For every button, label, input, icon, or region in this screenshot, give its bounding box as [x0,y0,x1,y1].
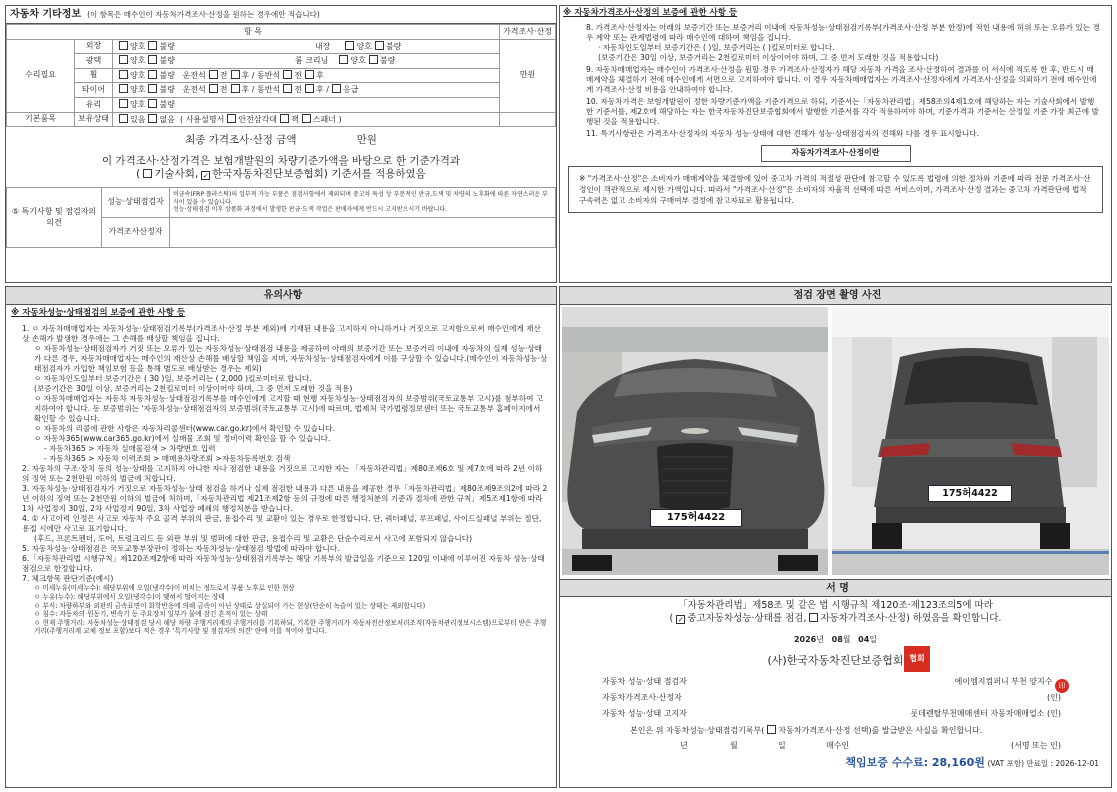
fee-line: 책임보증 수수료: 28,160원 (VAT 포함) 만료일 : 2026-12-01 [845,756,1099,769]
exterior-row: 양호 불량 내장 양호 불량 [113,39,500,54]
association-name: (사)한국자동차진단보증협회 [767,654,904,667]
price-inspector-opinion[interactable] [170,218,556,248]
front-car-photo [562,307,828,575]
notes-list: 1. ㅇ 자동차매매업자는 자동차성능·상태점검기록부(가격조사·산정 부분 제외)에 기재된 내용을 고지하지 아니하거나 거짓으로 고지함으로써 매수인에게 재산상 손해가 발생한 경우에는 그 손해를 배상할 책임을 집니다. ㅇ 자동차성능·상태점검자가 거짓 또는 오류가 있는 자동차성능·상태점검 내용을 제공하여 아래의 보증기간 또는 보증거리 이내에 자동차의 실제 성능·상태가 다른 경우, 자동차매매업자는 매수인의 재산상 손해를 배상할 책임을 지며, 자동차성능·상태점검자에게 이를 구상할 수 있습니다.(매수인이 자동차성능·상태점검자가 가입한 책임보험 등을 통해 별도로 배상받는 경우는 제외) ㅇ 자동차인도일부터 보증기간은 ( 30 )일, 보증거리는 ( 2,000 )킬로미터로 합니다. (보증기간은 30일 이상, 보증거리는 2천킬로미터 이상이어야 하며, 그 중 먼저 도래한 것을 적용) ㅇ 자동차매매업자는 자동차 자동차성능·상태점검기록부를 매수인에게 고지할 때 현행 자동차성능·상태점검자의 보증범위(국토교통부 고시)를 첨부하여 고지하여야 합니다. 동 보증범위는 '자동차성능·상태점검자의 보증범위(국토교통부 고시)에 따르며, 법제처 국가법령정보센터 또는 국토교통부 홈페이지에서 확인할 수 있습니다. ㅇ 자동차의 리콜에 관한 사항은 자동차리콜센터(www.car.go.kr)에서 확인할 수 있습니다. ㅇ 자동차365(www.car365.go.kr)에서 실매물 조회 및 정비이력 확인을 할 수 있습니다. - 자동차365 > 자동차 실매물검색 > 차량번호 입력 - 자동차365 > 자동차 이력조회 > 매매용차량조회 >자동차등록번호 검색 2. 자동차의 구조·장치 등의 성능·상태를 고지하지 아니한 자나 점검한 내용을 거짓으로 고지한 자는 「자동차관리법」제80조제6호 및 제7호에 따라 2년 이하의 징역 또는 2천만원 이하의 벌금에 처합니다. 3. 자동차성능·상태점검자가 거짓으로 자동차성능·상태 점검을 하거나 실제 점검한 내용과 다른 내용을 제공한 경우「자동차관리법」제80조제9조의2에 따라 2년 이하의 징역 또는 2천만원 이하의 벌금에 처하며,「자동차관리법 제21조제2항 등의 규정에 따른 행정처분의 기준과 절차에 관한 규칙」제5조제1항에 따라 1차 사업정지 30일, 2차 사업정지 90일, 3차 사업장 폐쇄의 행정처분을 받습니다. 4. ① 사고이력 인정은 사고로 자동차 주요 골격 부위의 판금, 용접수리 및 교환이 있는 경우로 한정합니다. 단, 쿼터패널, 루프패널, 사이드실패널 부위는 절단, 용접 시에만 사고로 표기합니다. (후드, 프론트펜더, 도어, 트렁크리드 등 외판 부위 및 범퍼에 대한 판금, 용접수리 및 교환은 단순수리로서 사고에 포함되지 않습니다) 5. 자동차성능·상태점검은 국토교통부장관이 정하는 자동차성능·상태점검 방법에 따라야 합니다. 6.「자동차관리법 시행규칙」제120조제2항에 따라 자동차성능·상태점검기록부는 해당 기록부의 발급일을 기준으로 120일 이내에 이루어진 자동차 성능·상태점검으로 한정합니다. 7. 체크항목 판단기준(예시) ㅇ 미세누유(미세누수): 해당부위에 오일(냉각수)이 비치는 정도로서 부품 노후로 인한 현상 ㅇ 누유(누수): 해당부위에서 오일(냉각수)이 맺혀서 떨어지는 상태 ㅇ 부식: 차량하부와 외판의 금속표면이 화학반응에 의해 금속이 아닌 상태로 상실되어 가는 현상(단순히 녹슬어 있는 상태는 제외합니다) ㅇ 침수: 자동차의 원동기, 변속기 등 주요장치 일부가 물에 잠긴 흔적이 있는 상태 ㅇ 현재 주행거리: 자동차성능·상태점검 당시 해당 차량 주행거리계의 주행거리를 기록하되, 기록한 주행거리가 자동차전산정보처리조직(자동차관리정보시스템)으로부터 받은 주행거리(주행거리계 교체 정보 포함)보다 적은 경우 '특기사항 및 점검자의 의견' 란에 이를 적어야 합니다. [22,324,548,636]
performance-inspector-name: 에이엠지컴퍼니 부천 양지수 印 [955,677,1069,693]
checkbox[interactable] [767,725,776,734]
price-definition-box: ※ "가격조사·산정"은 소비자가 매매계약을 체결함에 있어 중고차 가격의 적절성 판단에 참고할 수 있도록 법령에 의한 절차와 기준에 따라 전문 가격조사·산정인이 객관적으로 제시한 가액입니다. 따라서 "가격조사·산정"은 소비자의 자율적 선택에 따른 서비스이며, 가격조사·산정 결과는 중고차 가격판단에 법적 구속력은 없고 소비자의 구매여부 결정에 참고자료로 활용됩니다. [568,166,1103,213]
checkbox[interactable] [280,114,289,123]
glass-row: 양호 불량 [113,97,500,112]
checkbox[interactable] [231,70,240,79]
basis-line-2: ( 기술사회, ✓ 한국자동차진단보증협회) 기준서를 적용하였음 [136,168,426,181]
rear-car-photo [832,307,1109,575]
section-title: 자동차 기타정보 (이 항목은 매수인이 자동차가격조사·산정을 원하는 경우에만 적습니다) [6,6,556,24]
checkbox[interactable] [339,55,348,64]
checkbox-tech-society[interactable] [143,169,152,178]
special-notes-label: ⑤ 특기사항 및 점검자의 의견 [7,188,102,248]
basis-line-1: 이 가격조사·산정가격은 보험개발원의 차량기준가액을 바탕으로 한 기준가격과 [101,154,461,167]
checkbox[interactable] [305,84,314,93]
checkbox[interactable] [305,70,314,79]
association-stamp: 협회 [904,646,930,672]
checkbox-price[interactable] [809,613,818,622]
checkbox[interactable] [119,55,128,64]
checkbox[interactable] [283,84,292,93]
box-title: 자동차가격조사·산정이란 [761,145,911,161]
notes-section: 유의사항 ※ 자동차성능·상태점검의 보증에 관한 사항 등 1. ㅇ 자동차매매업자는 자동차성능·상태점검기록부(가격조사·산정 부분 제외)에 기재된 내용을 고지하지 아니하거나 거짓으로 고지함으로써 매수인에게 재산상 손해가 발생한 경우에는 그 손해를 배상할 책임을 집니다. ㅇ 자동차성능·상태점검자가 거짓 또는 오류가 있는 자동차성능·상태점검 내용을 제공하여 아래의 보증기간 또는 보증거리 이내에 자동차의 실제 성능·상태가 다른 경우, 자동차매매업자는 매수인의 재산상 손해를 배상할 책임을 지며, 자동차성능·상태점검자에게 이를 구상할 수 있습니다.(매수인이 자동차성능·상태점검자가 가입한 책임보험 등을 통해 별도로 배상받는 경우는 제외) ㅇ 자동차인도일부터 보증기간은 ( 30 )일, 보증거리는 ( 2,000 )킬로미터로 합니다. (보증기간은 30일 이상, 보증거리는 2천킬로미터 이상이어야 하며, 그 중 먼저 도래한 것을 적용) ㅇ 자동차매매업자는 자동차 자동차성능·상태점검기록부를 매수인에게 고지할 때 현행 자동차성능·상태점검자의 보증범위(국토교통부 고시)를 첨부하여 고지하여야 합니다. 동 보증범위는 '자동차성능·상태점검자의 보증범위(국토교통부 고시)에 따르며, 법제처 국가법령정보센터 또는 국토교통부 홈페이지에서 확인할 수 있습니다. ㅇ 자동차의 리콜에 관한 사항은 자동차리콜센터(www.car.go.kr)에서 확인할 수 있습니다. ㅇ 자동차365(www.car365.go.kr)에서 실매물 조회 및 정비이력 확인을 할 수 있습니다. - 자동차365 > 자동차 실매물검색 > 차량번호 입력 - 자동차365 > 자동차 이력조회 > 매매용차량조회 >자동차등록번호 검색 2. 자동차의 구조·장치 등의 성능·상태를 고지하지 아니한 자나 점검한 내용을 거짓으로 고지한 자는 「자동차관리법」제80조제6호 및 제7호에 따라 2년 이하의 징역 또는 2천만원 이하의 벌금에 처합니다. 3. 자동차성능·상태점검자가 거짓으로 자동차성능·상태 점검을 하거나 실제 점검한 내용과 다른 내용을 제공한 경우「자동차관리법」제80조제9조의2에 따라 2년 이하의 징역 또는 2천만원 이하의 벌금에 처하며,「자동차관리법 제21조제2항 등의 규정에 따른 행정처분의 기준과 절차에 관한 규칙」제5조제1항에 따라 1차 사업정지 30일, 2차 사업정지 90일, 3차 사업장 폐쇄의 행정처분을 받습니다. 4. ① 사고이력 인정은 사고로 자동차 주요 골격 부위의 판금, 용접수리 및 교환이 있는 경우로 한정합니다. 단, 쿼터패널, 루프패널, 사이드실패널 부위는 절단, 용접 시에만 사고로 표기합니다. (후드, 프론트펜더, 도어, 트렁크리드 등 외판 부위 및 범퍼에 대한 판금, 용접수리 및 교환은 단순수리로서 사고에 포함되지 않습니다) 5. 자동차성능·상태점검은 국토교통부장관이 정하는 자동차성능·상태점검 방법에 따라야 합니다. 6.「자동차관리법 시행규칙」제120조제2항에 따라 자동차성능·상태점검기록부는 해당 기록부의 발급일을 기준으로 120일 이내에 이루어진 자동차 성능·상태점검으로 한정합니다. 7. 체크항목 판단기준(예시) ㅇ 미세누유(미세누수): 해당부위에 오일(냉각수)이 비치는 정도로서 부품 노후로 인한 현상 ㅇ 누유(누수): 해당부위에서 오일(냉각수)이 맺혀서 떨어지는 상태 ㅇ 부식: 차량하부와 외판의 금속표면이 화학반응에 의해 금속이 아닌 상태로 상실되어 가는 현상(단순히 녹슬어 있는 상태는 제외합니다) ㅇ 침수: 자동차의 원동기, 변속기 등 주요장치 일부가 물에 잠긴 흔적이 있는 상태 ㅇ 현재 주행거리: 자동차성능·상태점검 당시 해당 차량 주행거리계의 주행거리를 기록하되, 기록한 주행거리가 자동차전산정보처리조직(자동차관리정보시스템)으로부터 받은 주행거리(주행거리계 교체 정보 포함)보다 적은 경우 '특기사항 및 점검자의 의견' 란에 이를 적어야 합니다. [5,286,557,788]
gloss-row: 양호 불량 룸 크리닝 양호 불량 [113,54,500,69]
license-plate-front: 175허4422 [650,509,742,527]
photo-and-signature-section: 점검 장면 촬영 사진 175허4422 175허4422 서 명 「자동차관리법」제58조 및 같은 법 시행규칙 제120조·제123조의5에 따라 ( ✓ 중고자동차성능·상태를 점검, 자동차가격조사·산정) 하였음을 확인합니다. 2026년 08월 04일 (사)한국자동차진단보증협회 협회 자동차 성능·상태 점검자 에이엠지컴퍼니 부천 양지수 印 자동차가격조사·산정자 (인) 자동차 성능·상태 고지자 롯데렌탈부천매매센터 자동차매매업소 (인) 본인은 위 자동차성능·상태점검기록부( 자동차가격조사·산정 선택)를 발급받은 사실을 확인합니다. 년 월 일 매수인 (서명 또는 인) 책임보증 수수료: 28,160원 (VAT 포함) 만료일 : 2026-12-01 [559,286,1112,788]
receipt-confirmation: 본인은 위 자동차성능·상태점검기록부( 자동차가격조사·산정 선택)를 발급받은 사실을 확인합니다. [630,726,983,735]
checkbox-performance[interactable]: ✓ [677,616,684,624]
signature-line-2: ( ✓ 중고자동차성능·상태를 점검, 자동차가격조사·산정) 하였음을 확인합니다. [669,613,1002,624]
checkbox[interactable] [148,114,157,123]
checkbox[interactable] [119,114,128,123]
checkbox[interactable] [119,41,128,50]
tire-row: 양호 불량 운전석 전 후 / 동반석 전 후 / 응급 [113,83,500,98]
photo-area [560,305,1111,577]
checkbox[interactable] [148,41,157,50]
repair-label: 수리필요 [7,39,75,112]
checkbox[interactable] [119,99,128,108]
checkbox[interactable] [283,70,292,79]
checkbox[interactable] [345,41,354,50]
front-car-image [562,307,828,575]
checkbox[interactable] [148,99,157,108]
other-info-section [5,5,557,283]
rear-car-image [832,307,1109,575]
special-notes-table: ⑤ 특기사항 및 점검자의 의견 성능·상태점검자 비금속(FRP 플라스틱)의 일부적 가능 부품은 점검사항에서 제외되며 중고차 특성 상 부분적인 판금,도색 및 차량의 노후화에 따른 자연스러운 부식이 있을 수 있습니다. 성능·상태점검 이후 상품화 과정에서 발생한 판금·도색 작업은 판매자에게 반드시 고지받으시기 바랍니다. 가격조사산정자 [6,187,556,248]
checkbox[interactable] [148,70,157,79]
checkbox[interactable] [227,114,236,123]
price-guarantee-section: ※ 자동차가격조사·산정의 보증에 관한 사항 등 8. 가격조사·산정자는 아래의 보증기간 또는 보증거리 이내에 자동차성능·상태점검기록부(가격조사·산정 부분 한정)에 적힌 내용에 허위 또는 오류가 있는 경우 계약 또는 관계법령에 따라 매수인에 대하여 책임을 집니다. · 자동차인도일부터 보증기간은 ( )일, 보증거리는 ( )킬로미터로 합니다. (보증기간은 30일 이상, 보증거리는 2천킬로미터 이상이어야 하며, 그 중 먼저 도래한 것을 적용합니다) 9. 자동차매매업자는 매수인이 가격조사·산정을 원할 경우 가격조사·산정자가 해당 자동차 가격을 조사·산정하여 결과를 이 서식에 적도록 한 후, 반드시 매매계약을 체결하기 전에 매수인에게 서면으로 고지하여야 합니다. 이 경우 자동차매매업자는 가격조사·산정자에게 가격조사·산정을 의뢰하기 전에 매수인에게 가격조사·산정 비용을 안내하여야 합니다. 10. 자동차가격은 보험개발원이 정한 차량기준가액을 기준가격으로 하되, 기준서는「자동차관리법」제58조의4제1호에 해당하는 자는 기술사회에서 발행한 기준서를, 제2호에 해당하는 자는 한국자동차진단보증협회에서 발행한 기준서를 각각 적용하여야 하며, 기준가격과 기준서는 산정일 기준 가장 최근에 발행된 것을 적용합니다. 11. 특기사항란은 가격조사·산정자의 자동차 성능·상태에 대한 견해가 성능·상태점검자의 견해와 다를 경우 표시합니다. 자동차가격조사·산정이란 ※ "가격조사·산정"은 소비자가 매매계약을 체결함에 있어 중고차 가격의 적절성 판단에 참고할 수 있도록 법령에 의한 절차와 기준에 따라 전문 가격조사·산정인이 객관적으로 제시한 가액입니다. 따라서 "가격조사·산정"은 소비자의 자율적 선택에 따른 서비스이며, 가격조사·산정 결과는 중고차 가격판단에 법적 구속력은 없고 소비자의 구매여부 결정에 참고자료로 활용됩니다. [559,5,1112,283]
signature-date: 2026년 08월 04일 [793,635,878,644]
checkbox[interactable] [119,84,128,93]
license-plate-rear: 175허4422 [928,485,1012,502]
checkbox[interactable] [148,84,157,93]
wheel-row: 양호 불량 운전석 전 후 / 동반석 전 후 [113,68,500,83]
signature-line-1: 「자동차관리법」제58조 및 같은 법 시행규칙 제120조·제123조의5에 따라 [678,600,993,611]
inspector-seal: 印 [1055,679,1069,693]
checkbox[interactable] [302,114,311,123]
checkbox[interactable] [148,55,157,64]
checkbox-kaia[interactable]: ✓ [202,172,209,181]
checkbox[interactable] [231,84,240,93]
basic-items-row: 있음 없음 ( 사용설명서 안전삼각대 잭 스패너 ) [113,112,500,127]
checkbox[interactable] [375,41,384,50]
checkbox[interactable] [369,55,378,64]
checkbox[interactable] [209,70,218,79]
checkbox[interactable] [119,70,128,79]
final-estimate: 최종 가격조사·산정 금액 만원 [185,134,377,147]
price-unit: 만원 [500,39,556,112]
checkbox[interactable] [209,84,218,93]
options-table: 항 목 가격조사·산정 수리필요 외장 양호 불량 내장 양호 불량 만원 광택 양호 불량 룸 크리닝 양호 불량 휠 양호 불량 운전석 전 후 / 동반석 전 후 타이어 양호 불량 운전석 전 후 / 동반석 전 후 / 응급 유리 양호 불량 기본품목 보유상태 있음 없음 ( 사용설명서 안전삼각대 잭 스패너 ) [6,24,556,127]
checkbox[interactable] [332,84,341,93]
